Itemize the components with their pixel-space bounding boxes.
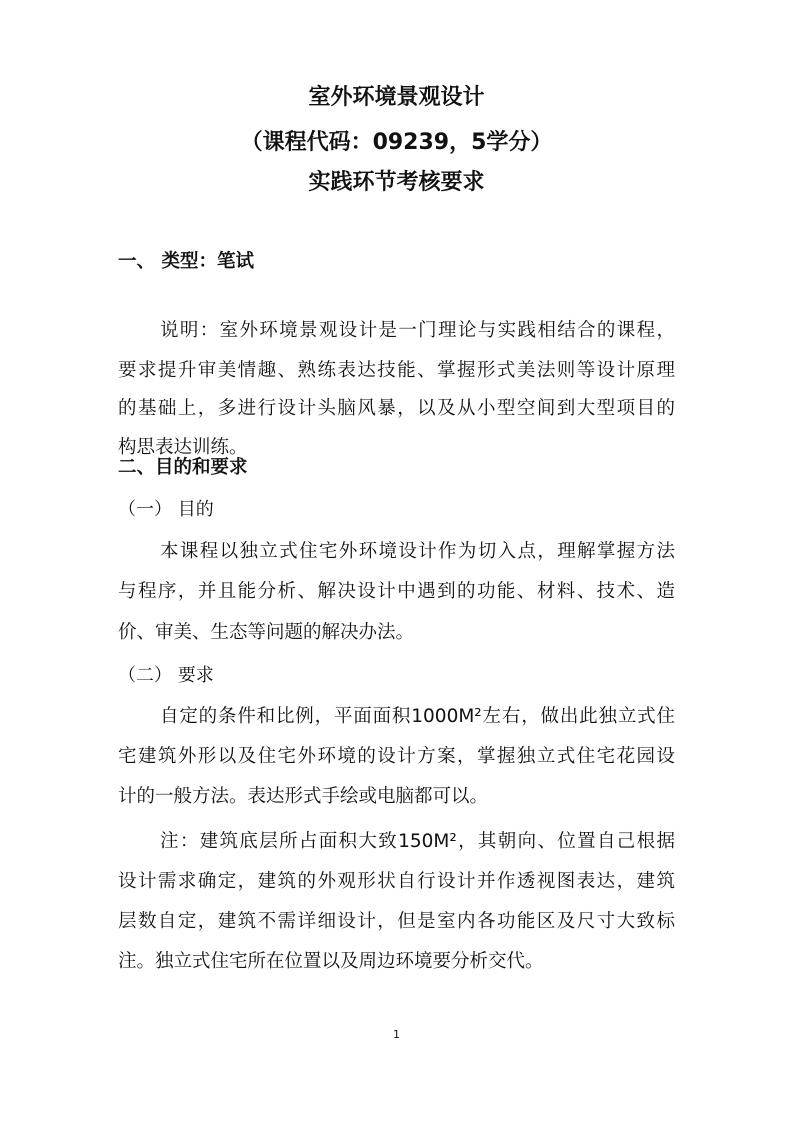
paragraph-line: 说明：室外环境景观设计是一门理论与实践相结合的课程， [160, 320, 675, 341]
note-line: 设计需求确定，建筑的外观形状自行设计并作透视图表达，建筑 [118, 871, 675, 892]
paragraph-line: 价、审美、生态等问题的解决办法。 [118, 622, 415, 643]
section-1-heading: 一、 类型：笔试 [118, 251, 254, 272]
page-number: 1 [393, 1028, 400, 1041]
note-line: 注。独立式住宅所在位置以及周边环境要分析交代。 [118, 951, 544, 972]
paragraph-line: 的基础上，多进行设计头脑风暴，以及从小型空间到大型项目的 [118, 398, 675, 419]
paragraph-line: 本课程以独立式住宅外环境设计作为切入点，理解掌握方法 [160, 541, 675, 562]
paragraph-line: 自定的条件和比例，平面面积1000M²左右，做出此独立式住 [160, 706, 675, 727]
course-code: （课程代码：09239，5学分） [240, 130, 553, 155]
document-title: 室外环境景观设计 [308, 85, 485, 110]
paragraph-line: 构思表达训练。 [118, 437, 248, 458]
paragraph-line: 与程序，并且能分析、解决设计中遇到的功能、材料、技术、造 [118, 581, 675, 602]
note-line: 层数自定，建筑不需详细设计，但是室内各功能区及尺寸大致标 [118, 911, 675, 932]
note-line: 注：建筑底层所占面积大致150M²，其朝向、位置自己根据 [160, 831, 675, 852]
document-subtitle: 实践环节考核要求 [308, 170, 485, 195]
subsection-requirements-heading: （二） 要求 [118, 665, 214, 686]
paragraph-line: 宅建筑外形以及住宅外环境的设计方案，掌握独立式住宅花园设 [118, 746, 675, 767]
section-2-heading: 二、目的和要求 [118, 457, 248, 478]
paragraph-line: 要求提升审美情趣、熟练表达技能、掌握形式美法则等设计原理 [118, 360, 675, 381]
subsection-purpose-heading: （一） 目的 [118, 499, 214, 520]
paragraph-line: 计的一般方法。表达形式手绘或电脑都可以。 [118, 786, 489, 807]
